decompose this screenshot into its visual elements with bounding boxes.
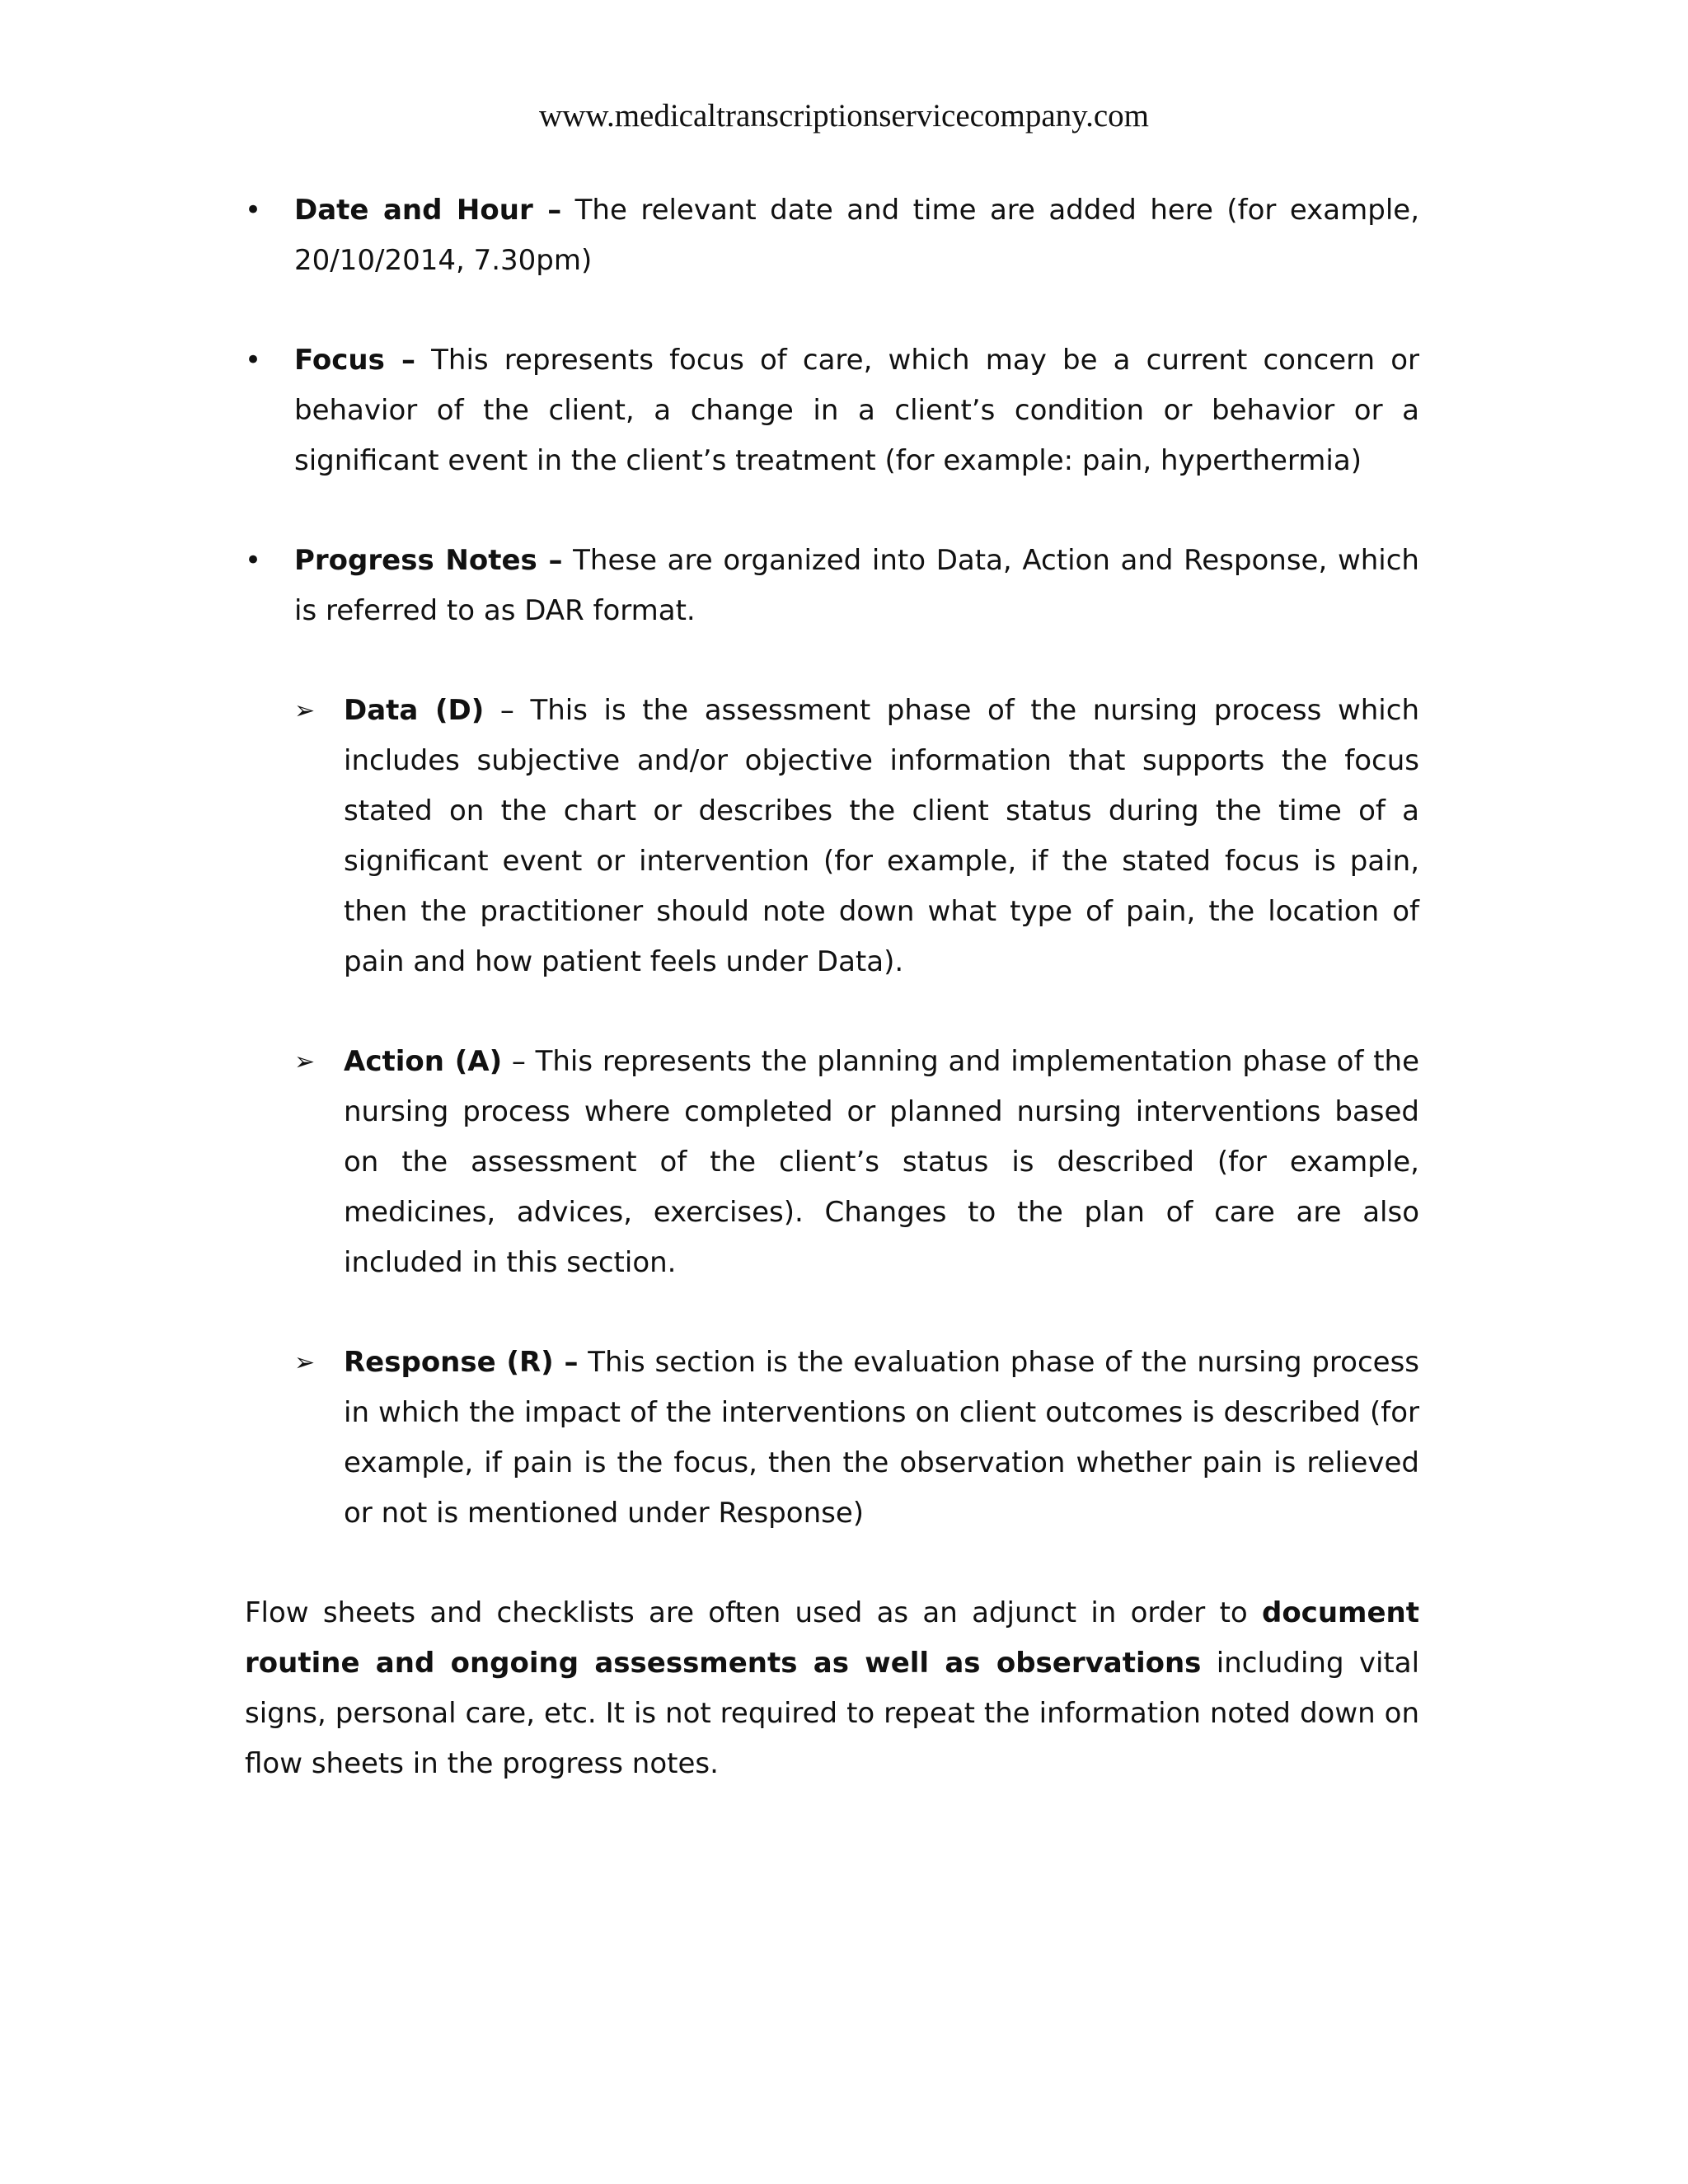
bullet-progress-notes [245,536,1419,636]
header-url: www.medicaltranscriptionservicecompany.com [538,98,1149,134]
arrow-bullet-icon: ➢ [294,1348,316,1377]
sub-item-data [245,686,1419,987]
bullet-text: These are organized into Data, Action and Response, which is referred to as DAR format. [294,544,1419,627]
arrow-bullet-icon: ➢ [294,1047,316,1076]
bullet-marker: • [245,194,262,227]
bullet-focus [245,335,1419,486]
closing-paragraph [245,1588,1419,1789]
closing-bold-text: document routine and ongoing assessments as well as observations [245,1596,1419,1680]
sub-item-text: – This is the assessment phase of the nursing process which includes subjective and/or objective information that supports the focus stated on the chart or describes the client status during the time of a significant event or intervention (for example, if the stated focus is pain, then the practitioner should note down what type of pain, the location of pain and how patient feels under Data). [344,694,1419,978]
closing-text-before: Flow sheets and checklists are often used as an adjunct in order to [245,1596,1262,1629]
closing-text-after: including vital signs, personal care, etc. It is not required to repeat the information noted down on flow sheets in the progress notes. [245,1647,1420,1780]
document-body [245,185,1419,1789]
sub-item-text: This section is the evaluation phase of the nursing process in which the impact of the interventions on client outcomes is described (for example, if pain is the focus, then the observation whether pain is relieved or not is mentioned under Response) [344,1346,1419,1530]
bullet-term: Progress Notes – [294,544,563,577]
sub-item-action [245,1037,1419,1288]
bullet-text: The relevant date and time are added here (for example, 20/10/2014, 7.30pm) [294,194,1420,277]
sub-item-text: – This represents the planning and implementation phase of the nursing process where completed or planned nursing interventions based on the assessment of the client’s status is described (for example, medicines, advices, exercises). Changes to the plan of care are also included in this section. [344,1045,1419,1279]
sub-item-term: Data (D) [344,694,485,727]
sub-item-term: Action (A) [344,1045,503,1078]
bullet-term: Focus – [294,344,415,377]
sub-item-response [245,1338,1419,1539]
bullet-marker: • [245,344,262,377]
bullet-term: Date and Hour – [294,194,562,227]
arrow-bullet-icon: ➢ [294,696,316,725]
bullet-text: This represents focus of care, which may be a current concern or behavior of the client, a change in a client’s condition or behavior or a significant event in the client’s treatment (for example: pain, hyperthermia) [294,344,1420,477]
bullet-date-and-hour [245,185,1419,286]
sub-item-term: Response (R) – [344,1346,579,1379]
bullet-marker: • [245,544,262,577]
